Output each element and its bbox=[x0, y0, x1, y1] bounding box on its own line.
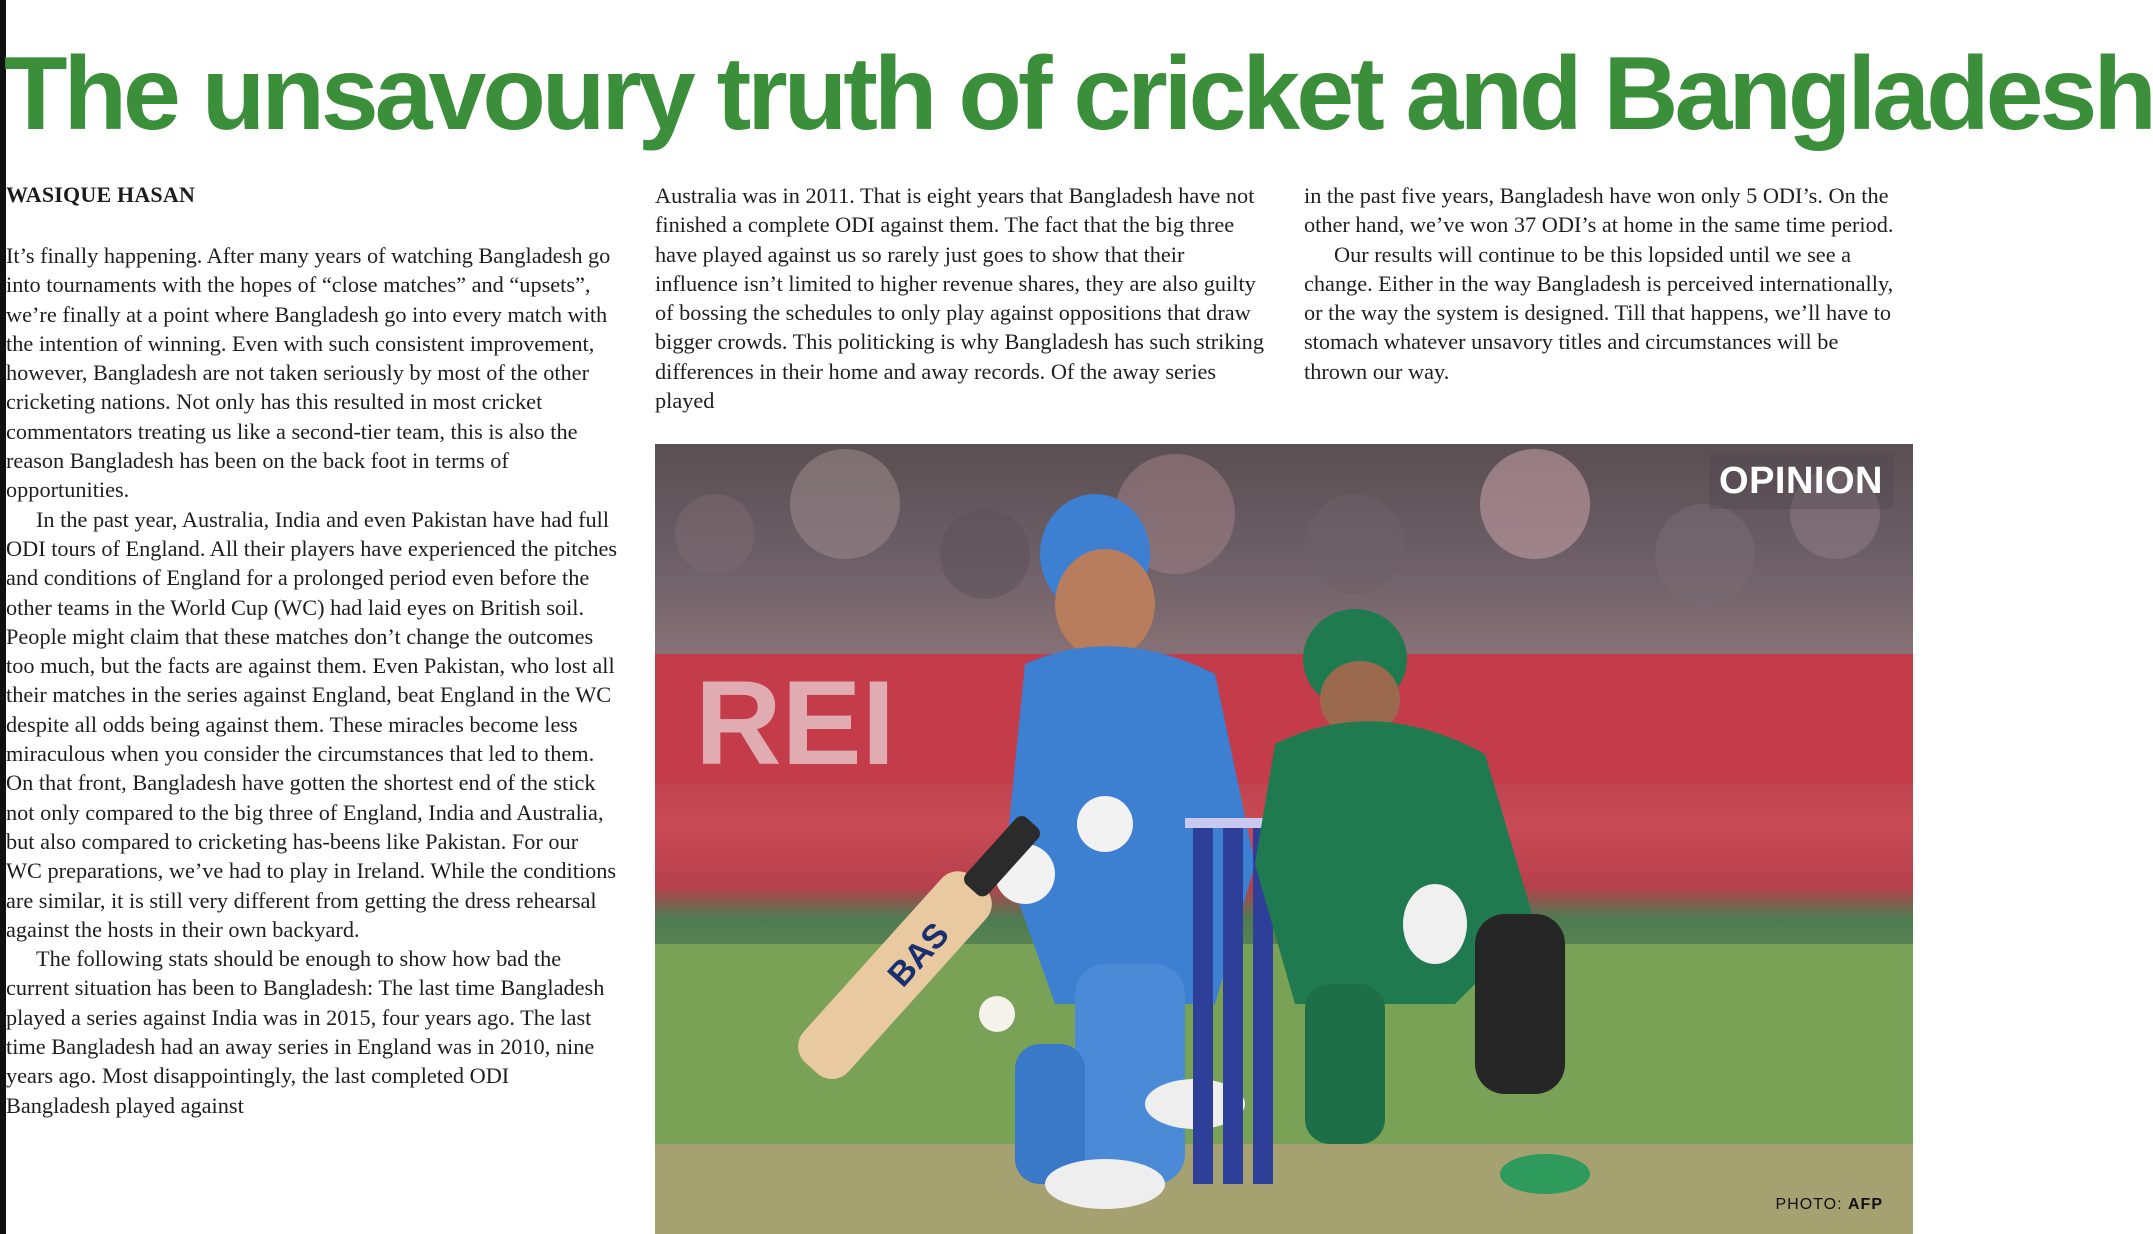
article-column-1 bbox=[6, 241, 618, 1234]
photo-credit-source: AFP bbox=[1848, 1196, 1883, 1213]
paragraph: in the past five years, Bangladesh have won only 5 ODI’s. On the other hand, we’ve won 37 ODI’s at home in the same time period. bbox=[1304, 183, 1894, 238]
opinion-tag: OPINION bbox=[1709, 454, 1893, 509]
pitch bbox=[655, 1144, 1913, 1234]
cricket-ball bbox=[979, 996, 1015, 1032]
article-headline: The unsavoury truth of cricket and Bangladesh bbox=[4, 36, 2153, 152]
article-photo bbox=[655, 444, 1913, 1234]
bat-logo-text: BAS bbox=[880, 915, 957, 995]
batsman-figure bbox=[995, 494, 1255, 1209]
article-byline: WASIQUE HASAN bbox=[6, 182, 196, 207]
photo-credit-prefix: PHOTO: bbox=[1775, 1196, 1843, 1213]
paragraph: Our results will continue to be this lopsided until we see a change. Either in the way Bangladesh is perceived internationally, or the way the system is designed. Till that happens, we’ll have to stomach whatever unsavory titles and circumstances will be thrown our way. bbox=[1304, 241, 1894, 384]
paragraph: The following stats should be enough to show how bad the current situation has been to Bangladesh: The last time Bangladesh played a series against India was in 2015, four years ago. The last time Bangladesh had an away series in England was in 2010, nine years ago. Most disappointingly, the last completed ODI Bangladesh played against bbox=[6, 946, 605, 1118]
photo-credit bbox=[1776, 1196, 1884, 1214]
cricket-action-illustration bbox=[655, 444, 1913, 1234]
advert-board-text: REI bbox=[695, 656, 896, 790]
article-column-3 bbox=[1304, 181, 1904, 386]
article-column-2 bbox=[655, 181, 1267, 415]
paragraph: Australia was in 2011. That is eight years that Bangladesh have not finished a complete ODI against them. The fact that the big three have played against us so rarely just goes to show that their influence isn’t limited to higher revenue shares, they are also guilty of bossing the schedules to only play against oppositions that draw bigger crowds. This politicking is why Bangladesh has such striking differences in their home and away records. Of the away series played bbox=[655, 183, 1264, 414]
paragraph: It’s finally happening. After many years of watching Bangladesh go into tournaments with the hopes of “close matches” and “upsets”, we’re finally at a point where Bangladesh go into every match with the intention of winning. Even with such consistent improvement, however, Bangladesh are not taken seriously by most of the other cricketing nations. Not only has this resulted in most cricket commentators treating us like a second-tier team, this is also the reason Bangladesh has been on the back foot in terms of opportunities. bbox=[6, 243, 611, 503]
crowd-background bbox=[675, 449, 1880, 604]
paragraph: In the past year, Australia, India and even Pakistan have had full ODI tours of England. All their players have experienced the pitches and conditions of England for a prolonged period even before the other teams in the World Cup (WC) had laid eyes on British soil. People might claim that these matches don’t change the outcomes too much, but the facts are against them. Even Pakistan, who lost all their matches in the series against England, beat England in the WC despite all odds being against them. These miracles become less miraculous when you consider the circumstances that led to them. On that front, Bangladesh have gotten the shortest end of the stick not only compared to the big three of England, India and Australia, but also compared to cricketing has-beens like Pakistan. For our WC preparations, we’ve had to play in Ireland. While the conditions are similar, it is still very different from getting the dress rehearsal against the hosts in their own backyard. bbox=[6, 506, 618, 942]
